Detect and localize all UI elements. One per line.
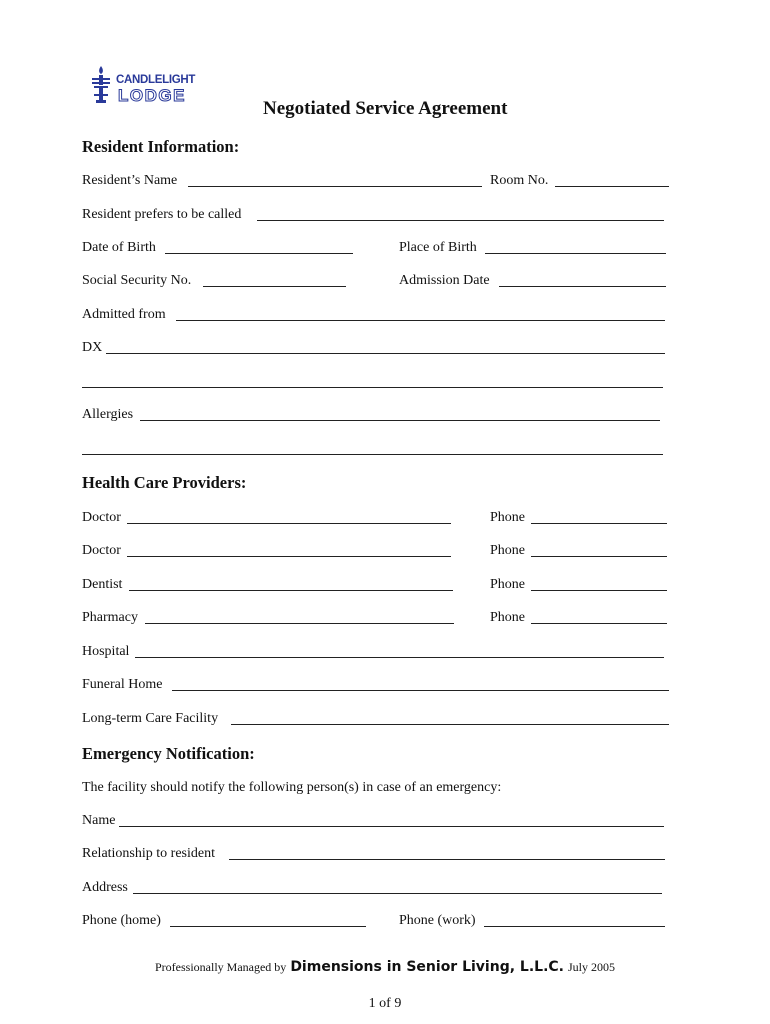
hospital-field[interactable] bbox=[135, 657, 664, 658]
admitted-from-label: Admitted from bbox=[82, 307, 166, 322]
doctor-2-phone-field[interactable] bbox=[531, 556, 667, 557]
candle-icon bbox=[88, 64, 114, 108]
address-field[interactable] bbox=[133, 893, 662, 894]
allergies-label: Allergies bbox=[82, 407, 134, 422]
dob-field[interactable] bbox=[165, 253, 353, 254]
ltc-facility-field[interactable] bbox=[231, 724, 669, 725]
funeral-home-field[interactable] bbox=[172, 690, 669, 691]
dx-field[interactable] bbox=[106, 353, 665, 354]
allergies-field-continued[interactable] bbox=[82, 454, 663, 455]
section-health-care-providers: Health Care Providers: bbox=[82, 473, 247, 492]
doctor-1-label: Doctor bbox=[82, 510, 121, 525]
phone-work-field[interactable] bbox=[484, 926, 665, 927]
pharmacy-label: Pharmacy bbox=[82, 610, 138, 625]
section-resident-information: Resident Information: bbox=[82, 137, 240, 156]
pharmacy-phone-label: Phone bbox=[490, 610, 525, 625]
place-of-birth-label: Place of Birth bbox=[399, 240, 477, 255]
footer-prefix: Professionally Managed by bbox=[155, 960, 287, 974]
resident-name-label: Resident’s Name bbox=[82, 173, 178, 188]
phone-home-label: Phone (home) bbox=[82, 913, 161, 928]
doctor-1-phone-field[interactable] bbox=[531, 523, 667, 524]
pharmacy-field[interactable] bbox=[145, 623, 454, 624]
room-no-label: Room No. bbox=[490, 173, 549, 188]
admission-date-label: Admission Date bbox=[399, 273, 490, 288]
dob-label: Date of Birth bbox=[82, 240, 156, 255]
doctor-1-field[interactable] bbox=[127, 523, 451, 524]
doctor-2-phone-label: Phone bbox=[490, 543, 525, 558]
place-of-birth-field[interactable] bbox=[485, 253, 666, 254]
emergency-intro: The facility should notify the following person(s) in case of an emergency: bbox=[82, 780, 502, 795]
page-title: Negotiated Service Agreement bbox=[263, 98, 508, 119]
contact-name-label: Name bbox=[82, 813, 116, 828]
pharmacy-phone-field[interactable] bbox=[531, 623, 667, 624]
dentist-field[interactable] bbox=[129, 590, 453, 591]
dentist-phone-label: Phone bbox=[490, 577, 525, 592]
relationship-field[interactable] bbox=[229, 859, 665, 860]
logo-line1: CANDLELIGHT bbox=[116, 74, 196, 86]
relationship-label: Relationship to resident bbox=[82, 846, 215, 861]
room-no-field[interactable] bbox=[555, 186, 669, 187]
logo bbox=[88, 64, 198, 108]
dx-field-continued[interactable] bbox=[82, 387, 663, 388]
footer-date: July 2005 bbox=[567, 960, 615, 974]
hospital-label: Hospital bbox=[82, 644, 130, 659]
doctor-2-label: Doctor bbox=[82, 543, 121, 558]
phone-home-field[interactable] bbox=[170, 926, 366, 927]
page-number: 1 of 9 bbox=[368, 996, 402, 1011]
prefers-called-field[interactable] bbox=[257, 220, 664, 221]
admission-date-field[interactable] bbox=[499, 286, 666, 287]
doctor-1-phone-label: Phone bbox=[490, 510, 525, 525]
admitted-from-field[interactable] bbox=[176, 320, 665, 321]
dentist-phone-field[interactable] bbox=[531, 590, 667, 591]
logo-line2: LODGE bbox=[118, 86, 186, 105]
phone-work-label: Phone (work) bbox=[399, 913, 476, 928]
dx-label: DX bbox=[82, 340, 103, 355]
ltc-facility-label: Long-term Care Facility bbox=[82, 711, 219, 726]
funeral-home-label: Funeral Home bbox=[82, 677, 163, 692]
prefers-called-label: Resident prefers to be called bbox=[82, 207, 242, 222]
section-emergency-notification: Emergency Notification: bbox=[82, 744, 255, 763]
footer-company: Dimensions in Senior Living, L.L.C. bbox=[290, 959, 564, 975]
allergies-field[interactable] bbox=[140, 420, 660, 421]
footer bbox=[0, 958, 770, 976]
dentist-label: Dentist bbox=[82, 577, 123, 592]
doctor-2-field[interactable] bbox=[127, 556, 451, 557]
ssn-label: Social Security No. bbox=[82, 273, 192, 288]
contact-name-field[interactable] bbox=[119, 826, 664, 827]
ssn-field[interactable] bbox=[203, 286, 346, 287]
resident-name-field[interactable] bbox=[188, 186, 482, 187]
address-label: Address bbox=[82, 880, 128, 895]
